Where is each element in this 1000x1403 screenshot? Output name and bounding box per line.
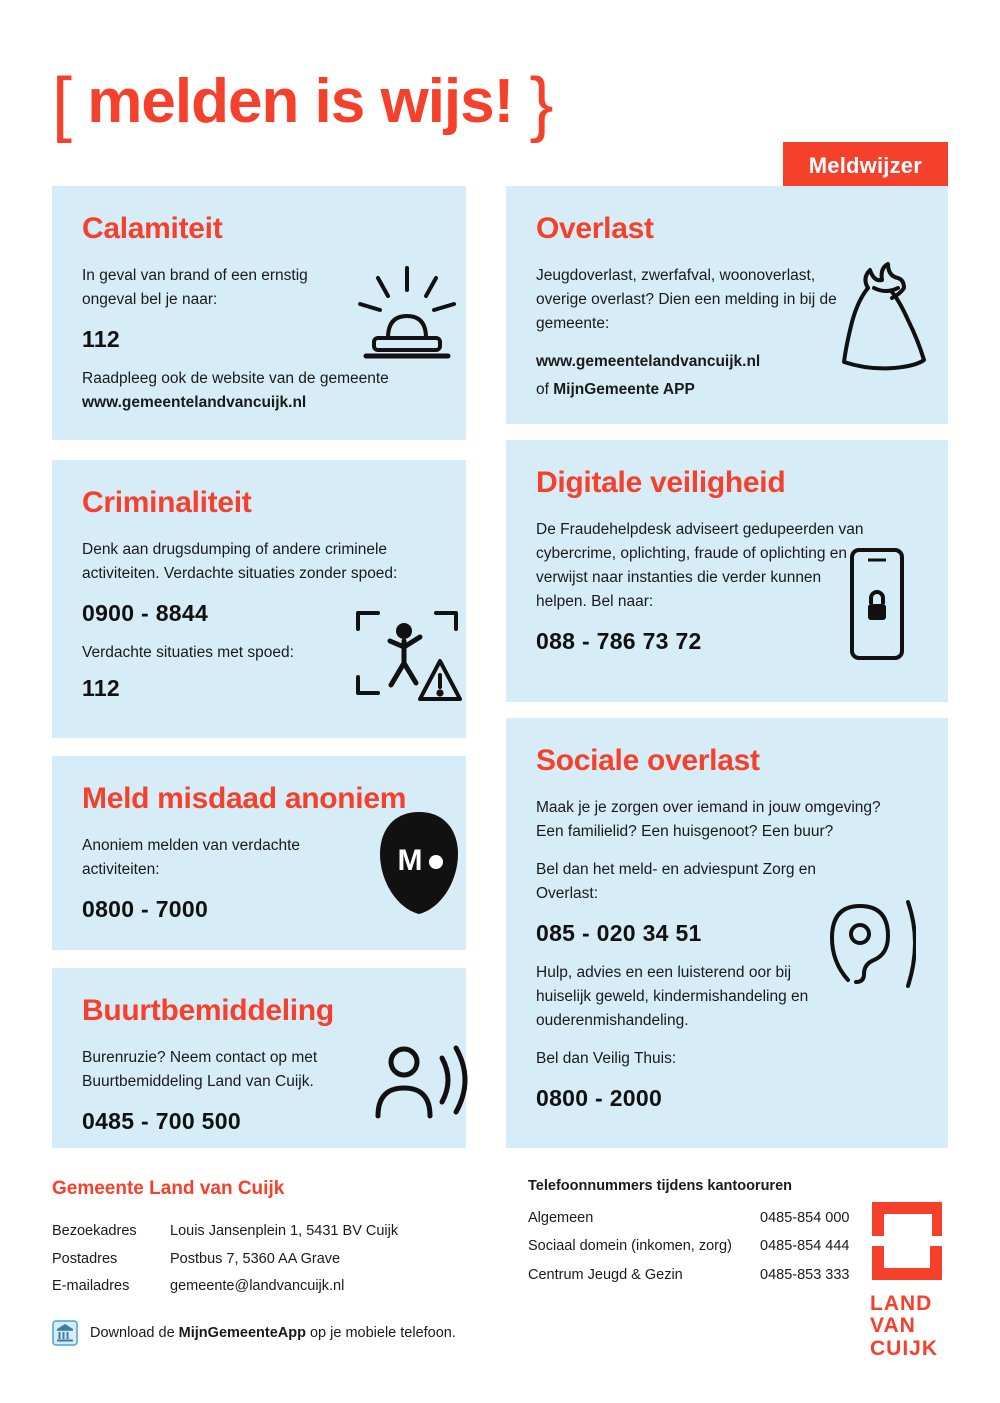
card-calamiteit-body2-pre: Raadpleeg ook de website van de gemeente: [82, 370, 389, 388]
land-van-cuijk-logo: [870, 1200, 948, 1360]
phone-block-title: Telefoonnummers tijdens kantooruren: [528, 1178, 792, 1194]
card-anoniem-title: Meld misdaad anoniem: [82, 782, 407, 815]
card-digitale: [506, 440, 948, 702]
card-overlast-app-name: MijnGemeente APP: [553, 381, 695, 399]
anonymous-mask-icon: [370, 808, 468, 920]
card-criminaliteit-body1: Denk aan drugsdumping of andere criminele activiteiten. Verdachte situaties zonder spoed:: [82, 541, 398, 583]
card-overlast-title: Overlast: [536, 212, 654, 245]
address-label: E-mailadres: [52, 1278, 130, 1295]
download-app-note: [52, 1320, 456, 1346]
meldwijzer-badge: Meldwijzer: [783, 142, 948, 192]
card-overlast-link[interactable]: [536, 350, 856, 374]
card-criminaliteit-number1: 0900 - 8844: [82, 600, 209, 627]
card-criminaliteit-number2: 112: [82, 675, 121, 702]
logo-text: [870, 1293, 948, 1360]
card-anoniem-body1: Anoniem melden van verdachte activiteiten:: [82, 837, 300, 879]
page-title-text: melden is wijs!: [87, 67, 514, 136]
logo-line-1: LAND: [870, 1292, 933, 1315]
card-sociale-body4: Bel dan Veilig Thuis:: [536, 1050, 677, 1068]
address-value: Louis Jansenplein 1, 5431 BV Cuijk: [170, 1223, 399, 1239]
phone-row: [528, 1204, 888, 1232]
card-sociale-title: Sociale overlast: [536, 744, 760, 777]
card-buurt-number: 0485 - 700 500: [82, 1108, 241, 1135]
card-buurt-title: Buurtbemiddeling: [82, 994, 334, 1027]
card-digitale-title: Digitale veiligheid: [536, 466, 786, 499]
phone-number: 0485-853 333: [760, 1266, 850, 1283]
card-buurt-body1: Burenruzie? Neem contact op met Buurtbemiddeling Land van Cuijk.: [82, 1049, 318, 1091]
download-text-pre: Download de: [90, 1325, 179, 1341]
phone-number: 0485-854 000: [760, 1210, 850, 1226]
ear-listening-icon: [818, 888, 916, 1004]
footer-phone-block: [528, 1178, 888, 1289]
card-overlast-body1: Jeugdoverlast, zwerfafval, woonoverlast, overige overlast? Dien een melding in bij de gemeente:: [536, 267, 837, 333]
card-digitale-number: 088 - 786 73 72: [536, 628, 702, 655]
bracket-close: }: [529, 64, 553, 144]
card-sociale: [506, 718, 948, 1148]
logo-mark-icon: [870, 1200, 944, 1282]
trash-bag-icon: [828, 258, 932, 376]
card-overlast-app-pre: of: [536, 381, 554, 399]
phone-lock-icon: [838, 546, 916, 664]
page-title: [52, 52, 752, 154]
card-sociale-body1: Maak je je zorgen over iemand in jouw omgeving? Een familielid? Een huisgenoot? Een buur?: [536, 799, 881, 841]
person-speaking-icon: [370, 1038, 470, 1128]
address-label: Postadres: [52, 1250, 118, 1267]
address-label: Bezoekadres: [52, 1223, 137, 1239]
card-criminaliteit-body2: Verdachte situaties met spoed:: [82, 644, 294, 662]
card-overlast: [506, 186, 948, 424]
card-criminaliteit-title: Criminaliteit: [82, 486, 252, 519]
card-sociale-number1: 085 - 020 34 51: [536, 920, 702, 947]
address-value[interactable]: gemeente@landvancuijk.nl: [170, 1278, 345, 1295]
card-anoniem: [52, 756, 466, 950]
phone-name: Sociaal domein (inkomen, zorg): [528, 1238, 732, 1255]
address-value: Postbus 7, 5360 AA Grave: [170, 1250, 341, 1267]
app-building-icon: [52, 1320, 78, 1346]
phone-name: Centrum Jeugd & Gezin: [528, 1266, 683, 1283]
card-digitale-body1: De Fraudehelpdesk adviseert gedupeerden van cybercrime, oplichting, fraude of oplichting en verwijst naar instanties die verder kunnen helpen. Bel naar:: [536, 521, 864, 611]
download-text-post: op je mobiele telefoon.: [305, 1325, 456, 1341]
phone-row: [528, 1232, 888, 1260]
card-calamiteit-website: www.gemeentelandvancuijk.nl: [82, 394, 307, 412]
card-calamiteit-body2: [82, 367, 412, 415]
card-overlast-link-text: www.gemeentelandvancuijk.nl: [536, 353, 761, 371]
phone-row: [528, 1261, 888, 1289]
card-criminaliteit: [52, 460, 466, 738]
suspicious-person-icon: [352, 605, 462, 710]
phone-name: Algemeen: [528, 1210, 594, 1226]
svg-text:M: M: [397, 844, 423, 877]
card-anoniem-number: 0800 - 7000: [82, 896, 209, 923]
card-calamiteit-number: 112: [82, 326, 121, 353]
logo-line-2: VAN: [870, 1314, 916, 1338]
download-app-name: MijnGemeenteApp: [178, 1325, 306, 1341]
card-sociale-body3: Hulp, advies en een luisterend oor bij huiselijk geweld, kindermishandeling en ouderenmishandeling.: [536, 964, 809, 1030]
card-calamiteit: [52, 186, 466, 440]
bracket-open: [: [52, 64, 72, 144]
footer-title: Gemeente Land van Cuijk: [52, 1178, 285, 1199]
download-text: [90, 1325, 456, 1341]
card-calamiteit-title: Calamiteit: [82, 212, 223, 245]
card-buurt: [52, 968, 466, 1148]
card-sociale-number2: 0800 - 2000: [536, 1085, 663, 1112]
phone-number: 0485-854 444: [760, 1238, 850, 1255]
siren-icon: [352, 264, 462, 364]
page-header: [52, 52, 752, 152]
card-overlast-app: [536, 378, 856, 402]
card-sociale-body2: Bel dan het meld- en adviespunt Zorg en Overlast:: [536, 861, 817, 903]
logo-line-3: CUIJK: [870, 1336, 939, 1360]
card-calamiteit-body1: In geval van brand of een ernstig ongeval bel je naar:: [82, 267, 308, 309]
